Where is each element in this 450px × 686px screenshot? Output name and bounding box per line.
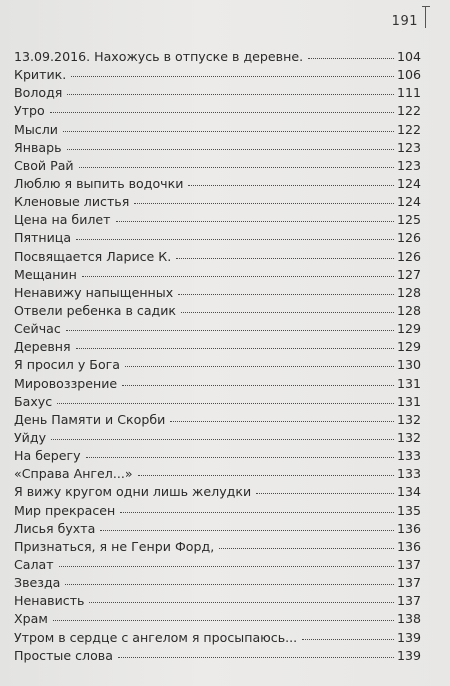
toc-entry-page: 131 [396, 375, 421, 391]
toc-entry-page: 136 [396, 538, 421, 554]
dot-leader [86, 456, 394, 458]
toc-entry-title: Цена на билет [14, 212, 111, 228]
toc-entry-title: Храм [14, 611, 48, 627]
toc-entry-page: 135 [396, 502, 421, 518]
toc-entry [14, 465, 421, 483]
toc-entry-page: 124 [396, 175, 421, 191]
toc-entry [14, 592, 421, 610]
toc-entry-page: 123 [396, 139, 421, 155]
toc-entry-title: Лисья бухта [14, 520, 96, 536]
toc-entry [14, 411, 421, 429]
dot-leader [219, 547, 394, 549]
toc-entry-page: 133 [396, 466, 421, 482]
toc-entry [14, 556, 421, 574]
toc-entry-title: Посвящается Ларисе К. [14, 248, 172, 264]
toc-entry-title: Пятница [14, 230, 72, 246]
toc-entry-title: Ненависть [14, 593, 85, 609]
dot-leader [188, 184, 394, 186]
toc-entry-title: Ненавижу напыщенных [14, 284, 174, 300]
toc-entry [14, 248, 421, 266]
dot-leader [65, 583, 394, 585]
toc-entry [14, 139, 421, 157]
toc-entry-title: Отвели ребенка в садик [14, 302, 177, 318]
toc-entry [14, 229, 421, 247]
toc-entry-title: Утром в сердце с ангелом я просыпаюсь... [14, 629, 298, 645]
toc-entry-title: День Памяти и Скорби [14, 411, 166, 427]
toc-entry-page: 127 [396, 266, 421, 282]
dot-leader [79, 166, 394, 168]
dot-leader [63, 130, 394, 132]
dot-leader [116, 220, 394, 222]
dot-leader [57, 402, 394, 404]
dot-leader [51, 438, 394, 440]
toc-entry-page: 139 [396, 629, 421, 645]
dot-leader [100, 529, 394, 531]
dot-leader [71, 75, 394, 77]
toc-entry [14, 121, 421, 139]
dot-leader [122, 384, 394, 386]
toc-entry-title: Салат [14, 556, 54, 572]
toc-entry-page: 139 [396, 647, 421, 663]
dot-leader [53, 619, 394, 621]
dot-leader [181, 311, 394, 313]
toc-entry-page: 122 [396, 103, 421, 119]
toc-entry-page: 124 [396, 194, 421, 210]
toc-entry-page: 137 [396, 575, 421, 591]
toc-entry-page: 126 [396, 230, 421, 246]
toc-entry-title: Мир прекрасен [14, 502, 116, 518]
corner-mark-icon [425, 6, 432, 28]
toc-entry-title: Январь [14, 139, 62, 155]
dot-leader [66, 329, 394, 331]
dot-leader [138, 474, 394, 476]
toc-entry [14, 175, 421, 193]
toc-entry-page: 111 [396, 85, 421, 101]
toc-entry-page: 125 [396, 212, 421, 228]
dot-leader [178, 293, 394, 295]
toc-entry-title: Мысли [14, 121, 58, 137]
toc-entry [14, 538, 421, 556]
toc-entry-title: 13.09.2016. Нахожусь в отпуске в деревне. [14, 49, 304, 64]
toc-entry [14, 302, 421, 320]
toc-entry-title: Утро [14, 103, 45, 119]
toc-entry-page: 129 [396, 339, 421, 355]
toc-entry [14, 157, 421, 175]
dot-leader [59, 565, 394, 567]
toc-entry-title: Свой Рай [14, 157, 74, 173]
toc-entry-title: Критик. [14, 67, 67, 83]
dot-leader [50, 111, 394, 113]
dot-leader [67, 148, 394, 150]
dot-leader [76, 238, 394, 240]
toc-entry-page: 132 [396, 429, 421, 445]
toc-entry-title: Уйду [14, 429, 47, 445]
toc-entry-title: Признаться, я не Генри Форд, [14, 538, 215, 554]
toc-entry-title: Простые слова [14, 647, 113, 663]
toc-entry-page: 131 [396, 393, 421, 409]
dot-leader [118, 656, 394, 658]
toc-entry-title: На берегу [14, 448, 81, 464]
dot-leader [308, 57, 394, 59]
toc-entry [14, 502, 421, 520]
toc-entry [14, 610, 421, 628]
toc-entry [14, 520, 421, 538]
toc-entry-title: Бахус [14, 393, 53, 409]
toc-entry-title: Сейчас [14, 321, 61, 337]
toc-entry-page: 138 [396, 611, 421, 627]
toc-entry [14, 629, 421, 647]
toc-entry [14, 429, 421, 447]
toc-entry-page: 133 [396, 448, 421, 464]
toc-entry [14, 356, 421, 374]
toc-entry [14, 320, 421, 338]
toc-entry-page: 134 [396, 484, 421, 500]
toc-entry-page: 126 [396, 248, 421, 264]
toc-entry-page: 104 [396, 49, 421, 64]
table-of-contents [14, 48, 421, 665]
dot-leader [120, 511, 394, 513]
dot-leader [89, 601, 393, 603]
toc-entry-title: Мировоззрение [14, 375, 118, 391]
toc-entry [14, 193, 421, 211]
toc-entry [14, 338, 421, 356]
toc-entry-page: 129 [396, 321, 421, 337]
dot-leader [170, 420, 394, 422]
toc-entry-page: 136 [396, 520, 421, 536]
toc-entry-page: 130 [396, 357, 421, 373]
toc-entry [14, 211, 421, 229]
toc-entry-title: «Справа Ангел...» [14, 466, 133, 482]
toc-entry-title: Я вижу кругом одни лишь желудки [14, 484, 252, 500]
toc-entry [14, 48, 421, 66]
toc-entry [14, 483, 421, 501]
toc-entry [14, 84, 421, 102]
toc-entry [14, 393, 421, 411]
toc-entry-page: 137 [396, 593, 421, 609]
toc-entry-page: 123 [396, 157, 421, 173]
toc-entry-title: Володя [14, 85, 63, 101]
toc-entry [14, 102, 421, 120]
toc-entry-title: Люблю я выпить водочки [14, 175, 184, 191]
dot-leader [125, 365, 394, 367]
dot-leader [67, 93, 394, 95]
toc-entry-title: Мещанин [14, 266, 77, 282]
dot-leader [302, 638, 394, 640]
toc-entry-page: 122 [396, 121, 421, 137]
toc-entry [14, 647, 421, 665]
toc-entry-page: 128 [396, 302, 421, 318]
toc-entry-title: Кленовые листья [14, 194, 130, 210]
toc-entry-title: Деревня [14, 339, 71, 355]
toc-entry [14, 66, 421, 84]
toc-entry-page: 128 [396, 284, 421, 300]
toc-entry [14, 375, 421, 393]
dot-leader [256, 492, 394, 494]
toc-entry [14, 284, 421, 302]
toc-entry [14, 447, 421, 465]
toc-entry [14, 266, 421, 284]
toc-entry-title: Звезда [14, 575, 61, 591]
dot-leader [176, 257, 394, 259]
toc-entry [14, 574, 421, 592]
dot-leader [76, 347, 394, 349]
dot-leader [134, 202, 394, 204]
toc-entry-page: 137 [396, 556, 421, 572]
toc-entry-page: 132 [396, 411, 421, 427]
dot-leader [82, 275, 394, 277]
toc-entry-page: 106 [396, 67, 421, 83]
toc-entry-title: Я просил у Бога [14, 357, 120, 373]
page-number: 191 [391, 14, 418, 29]
